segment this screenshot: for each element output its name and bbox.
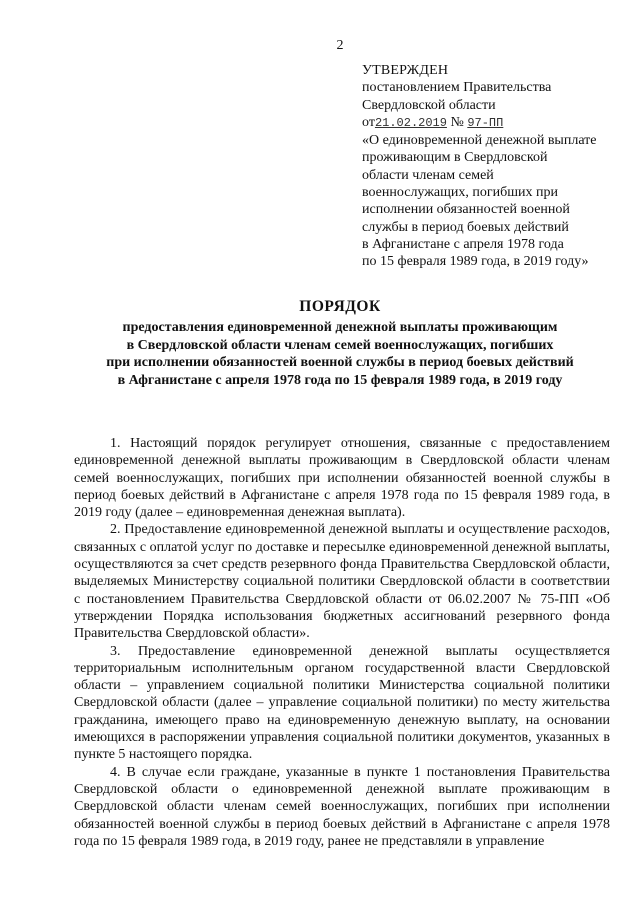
approval-date-line <box>362 114 632 132</box>
act-title-line: по 15 февраля 1989 года, в 2019 году» <box>362 254 589 270</box>
document-subtitle <box>60 319 620 389</box>
act-title-line: проживающим в Свердловской <box>362 150 548 166</box>
number-stamp: 97-ПП <box>467 115 504 130</box>
paragraph-4: 4. В случае если граждане, указанные в пункте 1 постановления Правительства Свердловской области о единовременной денежной выплате проживающим в Свердловской области членам семей военнослужащих, погибших при исполнении обязанностей военной службы в период боевых действий в Афганистане с апреля 1978 года по 15 февраля 1989 года, в 2019 году, ранее не представляли в управление <box>74 764 610 849</box>
subtitle-line: предоставления единовременной денежной выплаты проживающим <box>122 320 558 335</box>
act-title-line: «О единовременной денежной выплате <box>362 133 597 149</box>
act-title-line: области членам семей <box>362 167 494 183</box>
act-title-line: исполнении обязанностей военной <box>362 202 570 218</box>
document-title-block <box>60 298 620 389</box>
approval-heading: УТВЕРЖДЕН <box>362 63 449 78</box>
approval-line: Свердловской области <box>362 97 496 113</box>
subtitle-line: при исполнении обязанностей военной службы в период боевых действий <box>106 355 574 370</box>
page-number: 2 <box>336 38 344 53</box>
act-title-line: службы в период боевых действий <box>362 219 569 235</box>
date-prefix: от <box>362 114 375 130</box>
subtitle-line: в Афганистане с апреля 1978 года по 15 февраля 1989 года, в 2019 году <box>117 372 563 388</box>
paragraph-2: 2. Предоставление единовременной денежной выплаты и осуществление расходов, связанных с оплатой услуг по доставке и пересылке единовременной денежной выплаты, осуществляются за счет средств резервного фонда Правительства Свердловской области, выделяемых Министерству социальной политики Свердловской области в соответствии с постановлением Правительства Свердловской области от 06.02.2007 № 75-ПП «Об утверждении Порядка использования бюджетных ассигнований резервного фонда Правительства Свердловской области». <box>74 522 610 642</box>
paragraph-3: 3. Предоставление единовременной денежной выплаты осуществляется территориальным исполнительным органом государственной власти Свердловской области – управлением социальной политики Министерства социальной политики Свердловской области (далее – управление социальной политики) по месту жительства гражданина, имеющего право на единовременную денежную выплату, на основании имеющихся в распоряжении управления социальной политики документов, указанных в пункте 5 настоящего порядка. <box>74 643 610 763</box>
date-stamp: 21.02.2019 <box>374 115 447 130</box>
act-title-line: военнослужащих, погибших при <box>362 185 559 201</box>
approval-line: постановлением Правительства <box>362 80 552 96</box>
number-sign: № <box>450 114 464 130</box>
document-title: ПОРЯДОК <box>299 298 381 315</box>
paragraph-1: 1. Настоящий порядок регулирует отношения, связанные с предоставлением единовременной денежной выплаты проживающим в Свердловской области членам семей военнослужащих, погибших при исполнении обязанностей военной службы в период боевых действий в Афганистане с апреля 1978 года по 15 февраля 1989 года, в 2019 году (далее – единовременная денежная выплата). <box>74 436 610 521</box>
document-body <box>74 435 610 850</box>
act-title-line: в Афганистане с апреля 1978 года <box>362 236 564 252</box>
subtitle-line: в Свердловской области членам семей военнослужащих, погибших <box>126 337 554 353</box>
approval-block <box>362 62 632 271</box>
